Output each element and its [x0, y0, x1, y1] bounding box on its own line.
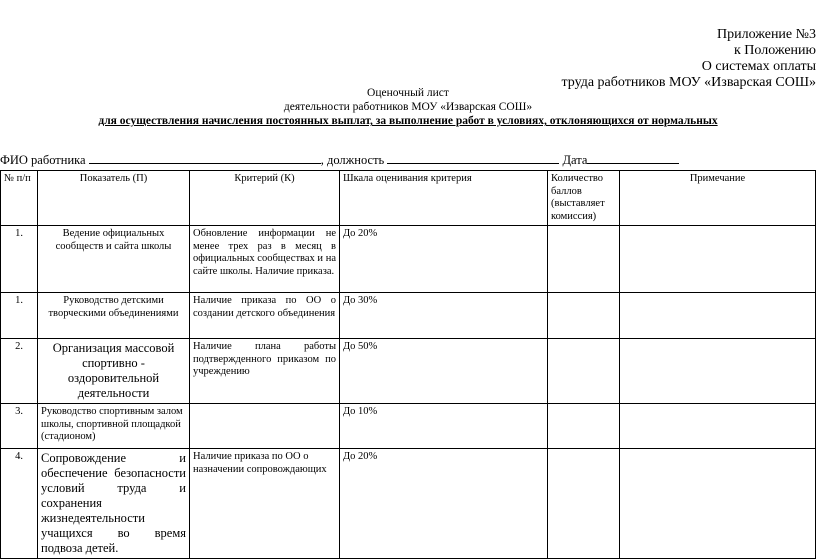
employee-info-line [0, 151, 816, 168]
table-row [1, 449, 816, 559]
row-criterion: Наличие плана работы подтвержденного приказом по учреждению [190, 339, 340, 404]
appendix-line: труда работников МОУ «Изварская СОШ» [561, 75, 816, 90]
row-note[interactable] [620, 339, 816, 404]
fio-label: ФИО работника [0, 153, 86, 167]
appendix-line: к Положению [733, 43, 816, 58]
appendix-line: О системах оплаты [701, 59, 816, 74]
row-scale: До 30% [340, 293, 548, 339]
row-criterion: Наличие приказа по ОО о назначении сопровождающих [190, 449, 340, 559]
date-label: Дата [562, 153, 588, 167]
row-scale: До 20% [340, 226, 548, 293]
row-points[interactable] [548, 226, 620, 293]
row-note[interactable] [620, 226, 816, 293]
table-row [1, 293, 816, 339]
row-num: 3. [1, 404, 38, 449]
row-num: 1. [1, 293, 38, 339]
evaluation-table [0, 170, 816, 559]
position-blank [387, 151, 559, 164]
table-header-row [1, 171, 816, 226]
row-scale: До 20% [340, 449, 548, 559]
row-points[interactable] [548, 449, 620, 559]
row-num: 4. [1, 449, 38, 559]
row-criterion [190, 404, 340, 449]
table-row [1, 339, 816, 404]
header-scale: Шкала оценивания критерия [340, 171, 548, 226]
row-scale: До 50% [340, 339, 548, 404]
row-indicator: Организация массовой спортивно - оздоровительной деятельности [38, 339, 190, 404]
header-note: Примечание [620, 171, 816, 226]
header-num: № п/п [1, 171, 38, 226]
row-points[interactable] [548, 339, 620, 404]
fio-blank [89, 151, 321, 164]
row-num: 1. [1, 226, 38, 293]
table-row [1, 404, 816, 449]
position-label: , должность [320, 153, 385, 167]
date-blank [587, 151, 679, 164]
table-row [1, 226, 816, 293]
row-num: 2. [1, 339, 38, 404]
header-points: Количество баллов (выставляет комиссия) [548, 171, 620, 226]
title-line: деятельности работников МОУ «Изварская СОШ» [283, 101, 533, 113]
row-criterion: Обновление информации не менее трех раз в месяц в официальных сообществах и на сайте школы. Наличие приказа. [190, 226, 340, 293]
row-note[interactable] [620, 404, 816, 449]
row-indicator: Сопровождение и обеспечение безопасности условий труда и сохранения жизнедеятельности учащихся во время подвоза детей. [38, 449, 190, 559]
row-criterion: Наличие приказа по ОО о создании детского объединения [190, 293, 340, 339]
title-line: Оценочный лист [367, 87, 449, 99]
row-indicator: Руководство детскими творческими объединениями [38, 293, 190, 339]
row-note[interactable] [620, 293, 816, 339]
row-indicator: Ведение официальных сообществ и сайта школы [38, 226, 190, 293]
header-indicator: Показатель (П) [38, 171, 190, 226]
appendix-header [486, 27, 816, 91]
row-points[interactable] [548, 404, 620, 449]
title-subtitle: для осуществления начисления постоянных выплат, за выполнение работ в условиях, отклоняющихся от нормальных [98, 115, 718, 127]
row-scale: До 10% [340, 404, 548, 449]
header-criterion: Критерий (К) [190, 171, 340, 226]
document-title [0, 86, 816, 128]
appendix-line: Приложение №3 [717, 27, 816, 42]
row-note[interactable] [620, 449, 816, 559]
row-indicator: Руководство спортивным залом школы, спортивной площадкой (стадионом) [38, 404, 190, 449]
row-points[interactable] [548, 293, 620, 339]
